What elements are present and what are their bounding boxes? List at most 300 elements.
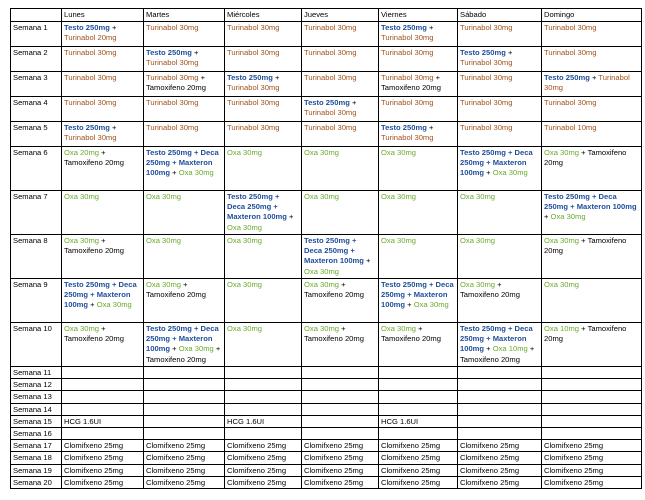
dose-text: Clomifxeno 25mg xyxy=(64,453,124,463)
cell-sabado[interactable] xyxy=(458,235,542,279)
cell-miercoles[interactable] xyxy=(225,403,302,415)
day-header-martes[interactable]: Martes xyxy=(144,9,225,22)
dose-text: + Tamoxifeno 20mg xyxy=(64,324,124,344)
week-label[interactable]: Semana 13 xyxy=(11,391,62,403)
dose-text: + xyxy=(544,212,551,222)
dose-text: Testo 250mg + Deca 250mg + Maxteron 100mg xyxy=(460,324,533,354)
week-row xyxy=(11,440,642,452)
cell-viernes[interactable] xyxy=(379,391,458,403)
cell-jueves[interactable] xyxy=(302,47,379,72)
cell-lunes[interactable] xyxy=(62,367,144,379)
cell-jueves[interactable] xyxy=(302,72,379,97)
cell-miercoles[interactable] xyxy=(225,428,302,440)
cell-domingo[interactable] xyxy=(542,191,642,235)
cell-viernes[interactable] xyxy=(379,122,458,147)
cell-sabado[interactable] xyxy=(458,72,542,97)
dose-text: Turinabol 30mg xyxy=(381,73,434,82)
cell-lunes[interactable] xyxy=(62,47,144,72)
dose-text: Clomifxeno 25mg xyxy=(146,477,206,487)
cell-viernes[interactable] xyxy=(379,415,458,427)
dose-text: + xyxy=(170,168,179,178)
dose-text: Oxa 30mg xyxy=(64,236,100,245)
dose-text: Turinabol 30mg xyxy=(544,73,630,93)
dose-text: Testo 250mg xyxy=(64,123,110,132)
cell-jueves[interactable] xyxy=(302,476,379,488)
dose-text: Oxa 30mg xyxy=(304,324,340,333)
dose-text: Oxa 30mg xyxy=(381,236,417,245)
cell-domingo[interactable] xyxy=(542,47,642,72)
week-row xyxy=(11,403,642,415)
cell-sabado[interactable] xyxy=(458,191,542,235)
cell-jueves[interactable] xyxy=(302,379,379,391)
cell-domingo[interactable] xyxy=(542,428,642,440)
cell-sabado[interactable] xyxy=(458,47,542,72)
dose-text: Turinabol 30mg xyxy=(460,98,513,107)
dose-text: Oxa 10mg xyxy=(544,324,580,333)
dose-text: + Tamoxifeno 20mg xyxy=(460,280,520,300)
cell-sabado[interactable] xyxy=(458,379,542,391)
schedule-sheet xyxy=(10,8,642,489)
dose-text: Oxa 30mg xyxy=(460,192,496,201)
cell-miercoles[interactable] xyxy=(225,191,302,235)
cell-martes[interactable] xyxy=(144,476,225,488)
week-label[interactable]: Semana 10 xyxy=(11,323,62,367)
dose-text: Turinabol 10mg xyxy=(544,123,597,132)
cell-miercoles[interactable] xyxy=(225,391,302,403)
dose-text: Testo 250mg xyxy=(544,73,590,82)
week-label[interactable]: Semana 4 xyxy=(11,97,62,122)
cell-lunes[interactable] xyxy=(62,22,144,47)
dose-text: Oxa 30mg xyxy=(178,168,214,178)
dose-text: Clomifxeno 25mg xyxy=(460,465,520,475)
week-label[interactable]: Semana 20 xyxy=(11,476,62,488)
dose-text: Turinabol 30mg xyxy=(544,98,597,107)
dose-text: + Tamoxifeno 20mg xyxy=(64,148,124,168)
cell-martes[interactable] xyxy=(144,323,225,367)
cell-lunes[interactable] xyxy=(62,235,144,279)
dose-text: Clomifxeno 25mg xyxy=(146,441,206,451)
dose-text: + Tamoxifeno 20mg xyxy=(304,280,364,300)
cell-sabado[interactable] xyxy=(458,476,542,488)
dose-text: Turinabol 30mg xyxy=(64,48,117,57)
dose-text: Oxa 30mg xyxy=(544,236,580,245)
cell-martes[interactable] xyxy=(144,97,225,122)
dose-text: Oxa 10mg xyxy=(492,344,528,354)
cell-sabado[interactable] xyxy=(458,403,542,415)
cell-martes[interactable] xyxy=(144,122,225,147)
dose-text: Clomifxeno 25mg xyxy=(304,465,364,475)
cell-sabado[interactable] xyxy=(458,22,542,47)
schedule-body xyxy=(11,22,642,489)
cell-domingo[interactable] xyxy=(542,235,642,279)
week-label[interactable]: Semana 12 xyxy=(11,379,62,391)
cell-jueves[interactable] xyxy=(302,464,379,476)
day-header-domingo[interactable]: Domingo xyxy=(542,9,642,22)
cell-miercoles[interactable] xyxy=(225,47,302,72)
cell-viernes[interactable] xyxy=(379,72,458,97)
cell-viernes[interactable] xyxy=(379,440,458,452)
cell-lunes[interactable] xyxy=(62,379,144,391)
dose-text: Testo 250mg xyxy=(304,98,350,107)
dose-text: Clomifxeno 25mg xyxy=(304,441,364,451)
dose-text: Turinabol 30mg xyxy=(227,98,280,107)
cell-lunes[interactable] xyxy=(62,403,144,415)
cell-viernes[interactable] xyxy=(379,452,458,464)
cell-domingo[interactable] xyxy=(542,476,642,488)
dose-text: Oxa 30mg xyxy=(304,266,340,276)
dose-text: Oxa 30mg xyxy=(460,236,496,245)
cell-jueves[interactable] xyxy=(302,440,379,452)
dose-text: Turinabol 30mg xyxy=(146,73,199,82)
dose-text: Clomifxeno 25mg xyxy=(64,441,124,451)
cell-miercoles[interactable] xyxy=(225,323,302,367)
dose-text: Oxa 30mg xyxy=(146,280,182,289)
cell-miercoles[interactable] xyxy=(225,464,302,476)
cell-lunes[interactable] xyxy=(62,323,144,367)
cell-miercoles[interactable] xyxy=(225,279,302,323)
dose-text: Testo 250mg + Deca 250mg + Maxteron 100mg xyxy=(146,148,219,178)
cell-viernes[interactable] xyxy=(379,47,458,72)
week-label[interactable]: Semana 16 xyxy=(11,428,62,440)
cell-miercoles[interactable] xyxy=(225,452,302,464)
dose-text: Turinabol 30mg xyxy=(146,98,199,107)
cell-lunes[interactable] xyxy=(62,72,144,97)
dose-text: + xyxy=(426,23,434,32)
dose-text: Testo 250mg + Deca 250mg + Maxteron 100mg xyxy=(381,280,454,310)
cell-miercoles[interactable] xyxy=(225,147,302,191)
dose-text: + xyxy=(286,212,294,222)
cell-martes[interactable] xyxy=(144,47,225,72)
cell-viernes[interactable] xyxy=(379,22,458,47)
week-row xyxy=(11,323,642,367)
cell-lunes[interactable] xyxy=(62,97,144,122)
cell-martes[interactable] xyxy=(144,440,225,452)
corner-cell[interactable] xyxy=(11,9,62,22)
cell-domingo[interactable] xyxy=(542,391,642,403)
dose-text: Turinabol 30mg xyxy=(227,48,280,57)
week-label[interactable]: Semana 7 xyxy=(11,191,62,235)
cell-sabado[interactable] xyxy=(458,147,542,191)
cell-jueves[interactable] xyxy=(302,367,379,379)
dose-text: + xyxy=(484,168,493,178)
cell-sabado[interactable] xyxy=(458,323,542,367)
dose-text: Testo 250mg xyxy=(460,48,506,57)
dose-text: + Tamoxifeno 20mg xyxy=(544,324,627,344)
cell-miercoles[interactable] xyxy=(225,440,302,452)
cell-jueves[interactable] xyxy=(302,415,379,427)
dose-text: Clomifxeno 25mg xyxy=(381,477,441,487)
cell-domingo[interactable] xyxy=(542,415,642,427)
cell-domingo[interactable] xyxy=(542,403,642,415)
week-row xyxy=(11,428,642,440)
cell-miercoles[interactable] xyxy=(225,235,302,279)
header-row xyxy=(11,9,642,22)
dose-text: Clomifxeno 25mg xyxy=(544,465,604,475)
dose-text: Testo 250mg + Deca 250mg + Maxteron 100mg xyxy=(227,192,287,222)
dose-text: Turinabol 30mg xyxy=(381,48,434,57)
cell-jueves[interactable] xyxy=(302,279,379,323)
week-label[interactable]: Semana 15 xyxy=(11,415,62,427)
cell-sabado[interactable] xyxy=(458,440,542,452)
cell-lunes[interactable] xyxy=(62,440,144,452)
cell-jueves[interactable] xyxy=(302,323,379,367)
cell-miercoles[interactable] xyxy=(225,22,302,47)
cell-miercoles[interactable] xyxy=(225,415,302,427)
week-label[interactable]: Semana 9 xyxy=(11,279,62,323)
dose-text: + xyxy=(109,23,117,32)
week-label[interactable]: Semana 8 xyxy=(11,235,62,279)
dose-text: Testo 250mg xyxy=(381,23,427,32)
cell-lunes[interactable] xyxy=(62,415,144,427)
week-label[interactable]: Semana 5 xyxy=(11,122,62,147)
cell-domingo[interactable] xyxy=(542,323,642,367)
cell-martes[interactable] xyxy=(144,22,225,47)
cell-martes[interactable] xyxy=(144,279,225,323)
cell-jueves[interactable] xyxy=(302,428,379,440)
week-row xyxy=(11,147,642,191)
week-label[interactable]: Semana 1 xyxy=(11,22,62,47)
week-row xyxy=(11,452,642,464)
cell-domingo[interactable] xyxy=(542,379,642,391)
dose-text: Turinabol 30mg xyxy=(381,33,434,43)
cell-domingo[interactable] xyxy=(542,22,642,47)
dose-text: + Tamoxifeno 20mg xyxy=(304,324,364,344)
cell-domingo[interactable] xyxy=(542,279,642,323)
cell-viernes[interactable] xyxy=(379,367,458,379)
cell-lunes[interactable] xyxy=(62,428,144,440)
week-label[interactable]: Semana 2 xyxy=(11,47,62,72)
dose-text: + xyxy=(272,73,280,82)
dose-text: + Tamoxifeno 20mg xyxy=(146,73,206,93)
dose-text: HCG 1.6UI xyxy=(227,416,265,426)
cell-viernes[interactable] xyxy=(379,191,458,235)
cell-sabado[interactable] xyxy=(458,391,542,403)
dose-text: Oxa 30mg xyxy=(544,148,580,157)
week-row xyxy=(11,191,642,235)
dose-text: Testo 250mg + Deca 250mg + Maxteron 100mg xyxy=(146,324,219,354)
cell-martes[interactable] xyxy=(144,147,225,191)
cell-martes[interactable] xyxy=(144,72,225,97)
dose-text: Turinabol 30mg xyxy=(227,123,280,132)
cell-viernes[interactable] xyxy=(379,235,458,279)
cell-lunes[interactable] xyxy=(62,147,144,191)
cell-lunes[interactable] xyxy=(62,452,144,464)
dose-text: Oxa 30mg xyxy=(64,324,100,333)
dose-text: Testo 250mg + Deca 250mg + Maxteron 100mg xyxy=(304,236,364,266)
dose-text: + xyxy=(191,48,199,57)
cell-lunes[interactable] xyxy=(62,464,144,476)
dose-text: Turinabol 20mg xyxy=(64,33,117,43)
cell-jueves[interactable] xyxy=(302,235,379,279)
day-header-viernes[interactable]: Viernes xyxy=(379,9,458,22)
week-row xyxy=(11,97,642,122)
week-label[interactable]: Semana 14 xyxy=(11,403,62,415)
week-label[interactable]: Semana 11 xyxy=(11,367,62,379)
dose-text: Clomifxeno 25mg xyxy=(146,453,206,463)
cell-jueves[interactable] xyxy=(302,403,379,415)
dose-text: Oxa 30mg xyxy=(304,148,340,157)
cell-miercoles[interactable] xyxy=(225,122,302,147)
dose-text: Turinabol 30mg xyxy=(544,48,597,57)
dose-text: + xyxy=(170,344,179,354)
dose-text: Clomifxeno 25mg xyxy=(227,453,287,463)
dose-text: Oxa 30mg xyxy=(304,280,340,289)
dose-text: HCG 1.6UI xyxy=(64,416,102,426)
cell-viernes[interactable] xyxy=(379,403,458,415)
dose-text: Turinabol 30mg xyxy=(304,73,357,82)
dose-text: Oxa 30mg xyxy=(227,222,263,232)
week-row xyxy=(11,415,642,427)
cell-martes[interactable] xyxy=(144,379,225,391)
week-row xyxy=(11,464,642,476)
cell-viernes[interactable] xyxy=(379,428,458,440)
dose-text: Testo 250mg xyxy=(381,123,427,132)
dose-text: Turinabol 30mg xyxy=(146,123,199,132)
dose-text: Testo 250mg + Deca 250mg + Maxteron 100mg xyxy=(544,192,637,212)
dose-text: + Tamoxifeno 20mg xyxy=(146,280,206,300)
dose-text: + xyxy=(88,300,97,310)
dose-text: Turinabol 30mg xyxy=(227,23,280,32)
cell-martes[interactable] xyxy=(144,403,225,415)
cell-domingo[interactable] xyxy=(542,440,642,452)
cell-viernes[interactable] xyxy=(379,147,458,191)
week-row xyxy=(11,367,642,379)
week-label[interactable]: Semana 3 xyxy=(11,72,62,97)
week-row xyxy=(11,391,642,403)
cell-miercoles[interactable] xyxy=(225,367,302,379)
cell-sabado[interactable] xyxy=(458,367,542,379)
day-header-lunes[interactable]: Lunes xyxy=(62,9,144,22)
dose-text: + Tamoxifeno 20mg xyxy=(381,324,441,344)
dose-text: Clomifxeno 25mg xyxy=(544,477,604,487)
week-label[interactable]: Semana 19 xyxy=(11,464,62,476)
cell-viernes[interactable] xyxy=(379,279,458,323)
cell-domingo[interactable] xyxy=(542,97,642,122)
cell-martes[interactable] xyxy=(144,367,225,379)
cell-jueves[interactable] xyxy=(302,147,379,191)
week-row xyxy=(11,379,642,391)
day-header-sabado[interactable]: Sábado xyxy=(458,9,542,22)
cell-viernes[interactable] xyxy=(379,97,458,122)
cell-lunes[interactable] xyxy=(62,191,144,235)
cell-martes[interactable] xyxy=(144,235,225,279)
dose-text: Turinabol 30mg xyxy=(304,108,357,118)
cell-sabado[interactable] xyxy=(458,464,542,476)
cell-lunes[interactable] xyxy=(62,476,144,488)
dose-text: HCG 1.6UI xyxy=(381,416,419,426)
day-header-miercoles[interactable]: Miércoles xyxy=(225,9,302,22)
cell-domingo[interactable] xyxy=(542,122,642,147)
cell-viernes[interactable] xyxy=(379,464,458,476)
dose-text: + Tamoxifeno 20mg xyxy=(381,73,441,93)
cell-miercoles[interactable] xyxy=(225,379,302,391)
dose-text: + Tamoxifeno 20mg xyxy=(544,236,627,256)
dose-text: + Tamoxifeno 20mg xyxy=(146,344,221,364)
dose-text: Oxa 20mg xyxy=(64,148,100,157)
dose-text: + xyxy=(426,123,434,132)
week-label[interactable]: Semana 18 xyxy=(11,452,62,464)
cell-sabado[interactable] xyxy=(458,415,542,427)
dose-text: Clomifxeno 25mg xyxy=(460,453,520,463)
dose-text: Turinabol 30mg xyxy=(460,123,513,132)
cell-domingo[interactable] xyxy=(542,367,642,379)
dose-text: Clomifxeno 25mg xyxy=(381,465,441,475)
week-row xyxy=(11,72,642,97)
dose-text: Oxa 30mg xyxy=(146,236,182,245)
dose-text: Turinabol 30mg xyxy=(304,48,357,57)
cell-sabado[interactable] xyxy=(458,97,542,122)
day-header-jueves[interactable]: Jueves xyxy=(302,9,379,22)
cell-jueves[interactable] xyxy=(302,97,379,122)
dose-text: Oxa 30mg xyxy=(381,192,417,201)
cell-martes[interactable] xyxy=(144,191,225,235)
cell-sabado[interactable] xyxy=(458,428,542,440)
dose-text: Oxa 30mg xyxy=(64,192,100,201)
cell-jueves[interactable] xyxy=(302,122,379,147)
dose-text: Turinabol 30mg xyxy=(460,73,513,82)
dose-text: Testo 250mg xyxy=(227,73,273,82)
dose-text: Oxa 30mg xyxy=(178,344,214,354)
cell-martes[interactable] xyxy=(144,464,225,476)
cell-sabado[interactable] xyxy=(458,279,542,323)
dose-text: Oxa 30mg xyxy=(544,280,580,289)
week-row xyxy=(11,22,642,47)
cell-martes[interactable] xyxy=(144,415,225,427)
dose-text: Clomifxeno 25mg xyxy=(544,453,604,463)
cell-lunes[interactable] xyxy=(62,122,144,147)
dose-text: Clomifxeno 25mg xyxy=(64,477,124,487)
schedule-table xyxy=(10,8,642,489)
week-label[interactable]: Semana 6 xyxy=(11,147,62,191)
dose-text: Oxa 30mg xyxy=(381,148,417,157)
cell-martes[interactable] xyxy=(144,428,225,440)
dose-text: Clomifxeno 25mg xyxy=(304,477,364,487)
cell-jueves[interactable] xyxy=(302,452,379,464)
dose-text: Testo 250mg xyxy=(146,48,192,57)
cell-viernes[interactable] xyxy=(379,323,458,367)
dose-text: + Tamoxifeno 20mg xyxy=(460,344,535,364)
dose-text: + xyxy=(589,73,599,82)
cell-domingo[interactable] xyxy=(542,72,642,97)
cell-jueves[interactable] xyxy=(302,22,379,47)
cell-miercoles[interactable] xyxy=(225,72,302,97)
cell-viernes[interactable] xyxy=(379,476,458,488)
dose-text: Clomifxeno 25mg xyxy=(381,453,441,463)
cell-jueves[interactable] xyxy=(302,191,379,235)
week-label[interactable]: Semana 17 xyxy=(11,440,62,452)
cell-miercoles[interactable] xyxy=(225,97,302,122)
cell-miercoles[interactable] xyxy=(225,476,302,488)
cell-domingo[interactable] xyxy=(542,147,642,191)
cell-domingo[interactable] xyxy=(542,452,642,464)
cell-sabado[interactable] xyxy=(458,452,542,464)
dose-text: Clomifxeno 25mg xyxy=(460,441,520,451)
dose-text: Testo 250mg + Deca 250mg + Maxteron 100mg xyxy=(64,280,137,310)
cell-lunes[interactable] xyxy=(62,391,144,403)
cell-lunes[interactable] xyxy=(62,279,144,323)
cell-domingo[interactable] xyxy=(542,464,642,476)
cell-martes[interactable] xyxy=(144,391,225,403)
dose-text: Turinabol 30mg xyxy=(304,23,357,32)
cell-sabado[interactable] xyxy=(458,122,542,147)
cell-martes[interactable] xyxy=(144,452,225,464)
cell-viernes[interactable] xyxy=(379,379,458,391)
dose-text: Oxa 30mg xyxy=(227,148,263,157)
dose-text: Turinabol 30mg xyxy=(146,58,199,68)
dose-text: Turinabol 30mg xyxy=(460,58,513,68)
cell-jueves[interactable] xyxy=(302,391,379,403)
dose-text: Oxa 30mg xyxy=(227,280,263,289)
